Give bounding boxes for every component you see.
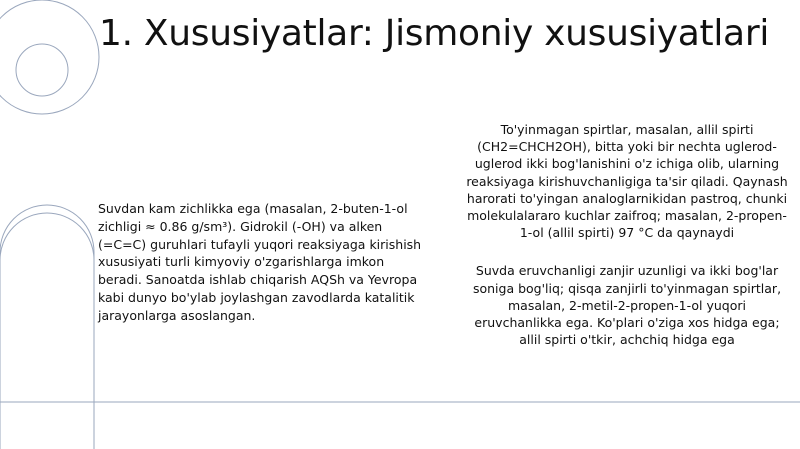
decor-arch-lower — [0, 213, 94, 449]
left-paragraph: Suvdan kam zichlikka ega (masalan, 2-buten-1-ol zichligi ≈ 0.86 g/sm³). Gidrokil (-OH) va alken (=C=C) guruhlari tufayli yuqori reaksiyaga kirishish xususiyati turli kimyoviy o'zgarishlarga imkon beradi. Sanoatda ishlab chiqarish AQSh va Yevropa kabi dunyo bo'ylab joylashgan zavodlarda katalitik jarayonlarga asoslangan. — [98, 201, 422, 323]
decor-circle-large — [0, 0, 99, 114]
right-paragraph-2: Suvda eruvchanligi zanjir uzunligi va ikki bog'lar soniga bog'liq; qisqa zanjirli to'yinmagan spirtlar, masalan, 2-metil-2-propen-1-ol yuqori eruvchanlikka ega. Ko'plari o'ziga xos hidga ega; allil spirti o'tkir, achchiq hidga ega — [472, 263, 782, 348]
right-column — [463, 121, 791, 348]
right-paragraph-1: To'yinmagan spirtlar, masalan, allil spirti (CH2=CHCH2OH), bitta yoki bir nechta uglerod-uglerod ikki bog'lanishini o'z ichiga olib, ularning reaksiyaga kirishuvchanligiga ta'sir qiladi. Qaynash harorati to'yingan analoglarnikidan pastroq, chunki molekulalararo kuchlar zaifroq; masalan, 2-propen-1-ol (allil spirti) 97 °C da qaynaydi — [466, 122, 788, 241]
slide-title: 1. Xususiyatlar: Jismoniy xususiyatlari — [99, 13, 770, 54]
decor-circle-small — [16, 44, 68, 96]
decor-arch-upper — [0, 205, 94, 270]
